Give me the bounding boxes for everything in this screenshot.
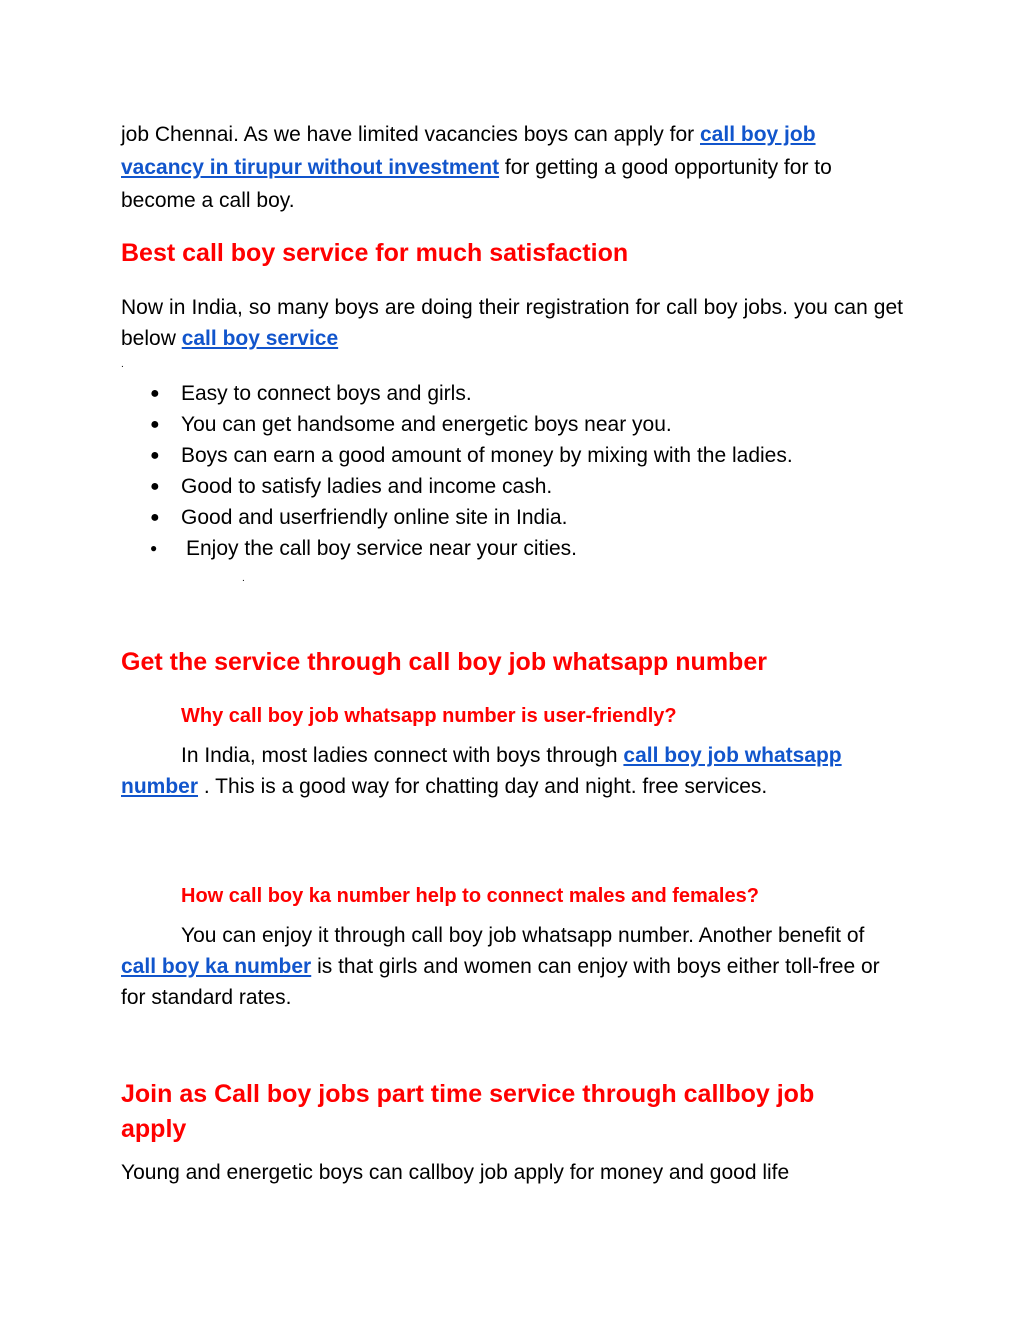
bullet-icon: ● — [150, 416, 160, 433]
ka-number-paragraph — [121, 920, 903, 1013]
link-call-boy-job-vacancy-tirupur[interactable]: call boy job vacancy in tirupur without investment — [121, 123, 816, 179]
heading-whatsapp-number: Get the service through call boy job whatsapp number — [121, 648, 767, 676]
registration-text: Now in India, so many boys are doing their registration for call boy jobs. you can get below — [121, 296, 903, 350]
bullet-icon: ● — [150, 447, 160, 464]
whatsapp-text-1: In India, most ladies connect with boys through — [181, 744, 624, 767]
subheading-how-connect: How call boy ka number help to connect males and females? — [181, 885, 759, 907]
link-call-boy-ka-number[interactable]: call boy ka number — [121, 955, 312, 978]
bullet-icon: ● — [150, 478, 160, 495]
heading-join-part-time: Join as Call boy jobs part time service through callboy job apply — [121, 1080, 815, 1143]
ka-number-text-1: You can enjoy it through call boy job whatsapp number. Another benefit of — [181, 924, 865, 947]
list-item: ● Easy to connect boys and girls. — [150, 378, 793, 409]
registration-paragraph — [121, 292, 903, 354]
list-item: ● Good to satisfy ladies and income cash. — [150, 471, 793, 502]
heading-best-call-boy-service: Best call boy service for much satisfaction — [121, 239, 629, 267]
link-call-boy-job-whatsapp-number[interactable]: call boy job whatsapp number — [121, 744, 842, 798]
list-item: ● Good and userfriendly online site in India. — [150, 502, 793, 533]
intro-paragraph — [121, 118, 903, 217]
ka-number-text-2: is that girls and women can enjoy with boys either toll-free or for standard rates. — [121, 955, 880, 1009]
list-item: ● Enjoy the call boy service near your cities. — [150, 533, 793, 564]
list-item: ● Boys can earn a good amount of money by mixing with the ladies. — [150, 440, 793, 471]
list-item: ● You can get handsome and energetic boys near you. — [150, 409, 793, 440]
closing-paragraph: Young and energetic boys can callboy job apply for money and good life — [121, 1161, 790, 1184]
stray-dot-2: . — [242, 573, 245, 584]
bullet-icon: ● — [150, 385, 160, 402]
whatsapp-text-2: . This is a good way for chatting day and night. free services. — [198, 775, 768, 798]
intro-text-1: job Chennai. As we have limited vacancies boys can apply for — [121, 123, 700, 146]
bullet-icon: ● — [150, 541, 158, 555]
subheading-why-user-friendly: Why call boy job whatsapp number is user-friendly? — [181, 705, 677, 727]
intro-text-2: for getting a good opportunity for to become a call boy. — [121, 156, 832, 212]
bullet-icon: ● — [150, 509, 160, 526]
features-list — [150, 378, 793, 564]
link-call-boy-service[interactable]: call boy service — [181, 327, 339, 350]
whatsapp-paragraph — [121, 740, 903, 802]
stray-dot-1: . — [121, 359, 124, 370]
